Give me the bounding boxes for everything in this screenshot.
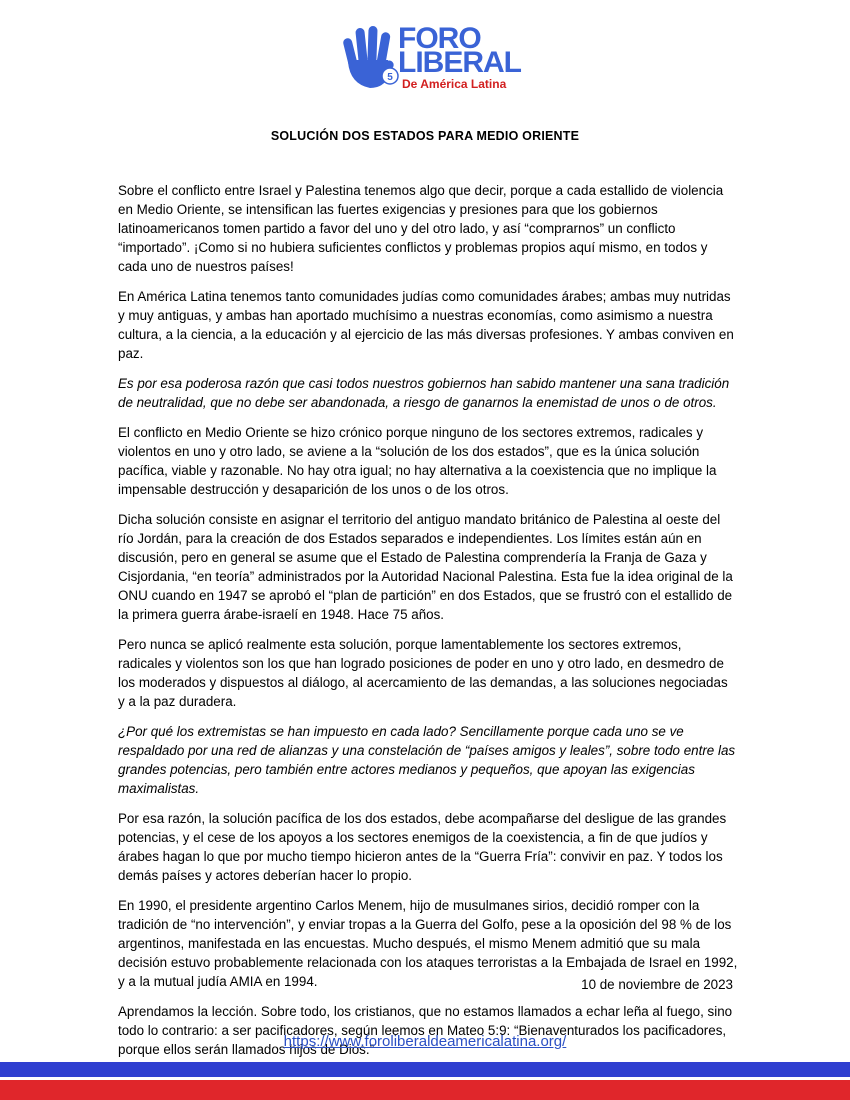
paragraph: En 1990, el presidente argentino Carlos Menem, hijo de musulmanes sirios, decidió romper con la tradición de “no intervención”, y enviar tropas a la Guerra del Golfo, pese a la oposición del 98 % de los argentinos, manifestada en las encuestas. Mucho después, el mismo Menem admitió que su mala decisión estuvo probablemente relacionada con los ataques terroristas a la Embajada de Israel en 1992, y a la mutual judía AMIA en 1994. <box>118 898 738 989</box>
document-body <box>118 181 738 1070</box>
paragraph: Dicha solución consiste en asignar el territorio del antiguo mandato británico de Palestina al oeste del río Jordán, para la creación de dos Estados separados e independientes. Los límites están aún en discusión, pero en general se asume que el Estado de Palestina comprendería la Franja de Gaza y Cisjordania, “en teoría” administrados por la Autoridad Nacional Palestina. Esta fue la idea original de la ONU cuando en 1947 se aprobó el “plan de partición” en dos Estados, que se frustró con el estallido de la primera guerra árabe-israelí en 1948. Hace 75 años. <box>118 512 733 622</box>
paragraph-italic: Es por esa poderosa razón que casi todos nuestros gobiernos han sabido mantener una sana tradición de neutralidad, que no debe ser abandonada, a riesgo de ganarnos la enemistad de unos o de otros. <box>118 376 730 410</box>
logo-word-liberal: LIBERAL <box>398 46 521 79</box>
paragraph: En América Latina tenemos tanto comunidades judías como comunidades árabes; ambas muy nutridas y muy antiguas, y ambas han aportado muchísimo a nuestras economías, como asimismo a nuestra cultura, a la ciencia, a la educación y al ejercicio de las más diversas profesiones. Y ambas conviven en paz. <box>118 289 734 361</box>
website-link[interactable]: https://www.foroliberaldeamericalatina.org/ <box>283 1033 567 1050</box>
paragraph: Pero nunca se aplicó realmente esta solución, porque lamentablemente los sectores extremos, radicales y violentos son los que han logrado posiciones de poder en uno y otro lado, en desmedro de los moderados y dispuestos al diálogo, al acercamiento de las demandas, a las soluciones negociadas y a la paz duradera. <box>118 637 728 709</box>
footer-band-blue <box>0 1062 850 1077</box>
paragraph: El conflicto en Medio Oriente se hizo crónico porque ninguno de los sectores extremos, radicales y violentos en uno y otro lado, se aviene a la “solución de los dos estados”, que es la única solución pacífica, viable y razonable. No hay otra igual; no hay alternativa a la coexistencia que no implique la impensable destrucción y desaparición de los unos o de los otros. <box>118 425 717 497</box>
paragraph: Por esa razón, la solución pacífica de los dos estados, debe acompañarse del desligue de las grandes potencias, y el cese de los apoyos a los sectores enemigos de la coexistencia, a fin de que judíos y árabes hagan lo que por mucho tiempo hicieron antes de la “Guerra Fría”: convivir en paz. Y todos los demás países y actores deberían hacer lo propio. <box>118 811 727 883</box>
hand-logo-icon <box>340 24 402 90</box>
paragraph-italic: ¿Por qué los extremistas se han impuesto en cada lado? Sencillamente porque cada uno se ve respaldado por una red de alianzas y una constelación de “países amigos y leales”, sobre todo entre las grandes potencias, pero también entre actores medianos y pequeños, que apoyan las exigencias maximalistas. <box>118 724 736 796</box>
logo-subtitle: De América Latina <box>402 77 507 91</box>
footer-band-red <box>0 1080 850 1100</box>
logo <box>340 24 540 94</box>
logo-badge: 5 <box>387 72 393 83</box>
document-title: SOLUCIÓN DOS ESTADOS PARA MEDIO ORIENTE <box>270 129 580 143</box>
paragraph: Aprendamos la lección. Sobre todo, los cristianos, que no estamos llamados a echar leña al fuego, sino todo lo contrario: a ser pacificadores, según leemos en Mateo 5:9: “Bienaventurados los pacificadores, porque ellos serán llamados hijos de Dios.” <box>118 1004 733 1057</box>
paragraph: Sobre el conflicto entre Israel y Palestina tenemos algo que decir, porque a cada estallido de violencia en Medio Oriente, se intensifican las fuertes exigencias y presiones para que los gobiernos latinoamericanos tomen partido a favor del uno y del otro lado, y así “comprarnos” un conflicto “importado”. ¡Como si no hubiera suficientes conflictos y problemas propios aquí mismo, en todos y cada uno de nuestros países! <box>118 183 724 274</box>
logo-word-foro: FORO <box>398 22 481 55</box>
document-date: 10 de noviembre de 2023 <box>581 977 733 992</box>
